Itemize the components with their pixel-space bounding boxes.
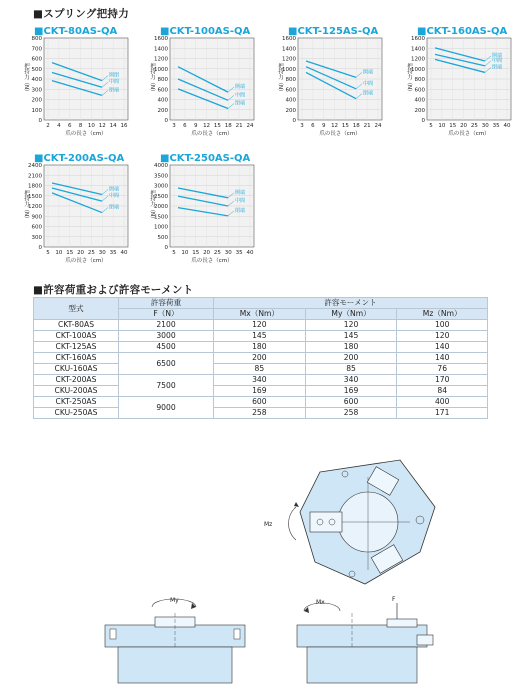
x-tick-label: 8 [78,123,83,129]
x-tick-label: 16 [120,123,128,129]
load-section-title: ■許容荷重および許容モーメント [33,284,194,296]
chart-title: ■CKT-250AS-QA [160,153,251,164]
y-tick-label: 800 [157,77,168,83]
table-row: CKT-100AS 3000 145 145 120 [34,331,488,342]
y-tick-label: 2000 [154,204,168,210]
chuck-side-view-my [100,595,250,685]
x-tick-label: 6 [183,123,187,129]
y-tick-label: 0 [292,118,296,124]
table-row: CKT-200AS 7500 340 340 170 [34,375,488,386]
grip-chart-200 [22,151,134,273]
y-tick-label: 600 [157,87,168,94]
x-axis-label: 爪の長さ（cm） [65,131,107,137]
x-tick-label: 35 [235,250,243,256]
y-tick-label: 1400 [154,46,168,53]
x-tick-label: 30 [98,250,106,256]
series-label: 開端 [235,84,246,91]
series-label: 開端 [235,189,246,196]
f-label: F [392,596,396,603]
load-moment-table [33,297,488,419]
x-tick-label: 9 [321,123,326,129]
y-tick-label: 1600 [282,36,296,42]
x-tick-label: 6 [311,123,315,129]
x-axis-label: 爪の長さ（cm） [191,258,233,264]
chuck-top-view-diagram [264,452,450,592]
x-tick-label: 12 [203,123,211,129]
y-tick-label: 1500 [154,214,168,221]
y-tick-label: 1000 [154,66,168,73]
y-axis-label: 把持力（N） [406,63,412,95]
y-tick-label: 300 [31,87,42,94]
y-tick-label: 3000 [154,183,168,190]
y-tick-label: 1600 [411,36,425,42]
table-row: CKU-200AS 169 169 84 [34,386,488,397]
y-tick-label: 1800 [28,183,42,190]
y-tick-label: 300 [31,234,42,241]
y-axis-label: 把持力（N） [23,63,29,95]
x-tick-label: 35 [109,250,117,256]
x-tick-label: 6 [67,123,72,129]
y-tick-label: 200 [285,107,296,114]
y-tick-label: 500 [31,66,42,73]
chart-title: ■CKT-100AS-QA [160,26,251,37]
series-label: 中間 [109,193,120,200]
x-tick-label: 20 [203,250,211,256]
chuck-side-view-mx [292,595,442,685]
x-tick-label: 5 [172,250,176,256]
grip-chart-100 [148,24,260,146]
x-tick-label: 30 [224,250,232,256]
series-label: 閉端 [235,207,246,214]
x-tick-label: 10 [181,250,189,256]
table-row: CKT-250AS 9000 600 600 400 [34,397,488,408]
y-tick-label: 200 [31,97,42,104]
y-tick-label: 1400 [282,46,296,53]
x-tick-label: 15 [66,250,74,256]
series-label: 中間 [235,92,246,99]
y-tick-label: 2500 [154,193,168,200]
chart-title: ■CKT-125AS-QA [288,26,379,37]
x-tick-label: 10 [55,250,63,256]
x-tick-label: 15 [341,123,349,129]
series-label: 閉端 [363,90,374,97]
x-tick-label: 3 [300,123,304,129]
y-tick-label: 400 [414,97,425,104]
x-tick-label: 21 [235,123,243,129]
x-tick-label: 5 [46,250,50,256]
y-tick-label: 0 [38,118,42,124]
series-label: 開端 [492,52,503,59]
mx-label: Mx [316,599,325,606]
x-axis-label: 爪の長さ（cm） [65,258,107,264]
grip-force-section-title: ■スプリング把持力 [33,8,129,20]
y-tick-label: 1200 [411,56,425,63]
y-tick-label: 1000 [154,224,168,231]
x-tick-label: 18 [352,123,360,129]
x-tick-label: 24 [374,123,382,129]
x-tick-label: 24 [246,123,254,129]
my-label: My [170,597,179,604]
y-axis-label: 把持力（N） [23,190,29,222]
y-tick-label: 1500 [28,193,42,200]
y-tick-label: 400 [285,97,296,104]
col-mx: Mx（Nm） [214,309,306,320]
chart-title: ■CKT-200AS-QA [34,153,125,164]
y-tick-label: 900 [31,214,42,221]
y-tick-label: 1600 [154,36,168,42]
x-tick-label: 5 [429,123,433,129]
y-tick-label: 100 [31,107,42,114]
x-tick-label: 14 [109,123,117,129]
y-tick-label: 200 [414,107,425,114]
y-tick-label: 1400 [411,46,425,53]
x-tick-label: 30 [481,123,489,129]
x-tick-label: 4 [57,123,61,129]
x-tick-label: 25 [87,250,95,256]
series-label: 中間 [235,198,246,204]
y-tick-label: 600 [285,87,296,94]
x-tick-label: 3 [172,123,176,129]
series-label: 中間 [492,57,503,64]
y-axis-label: 把持力（N） [149,63,155,95]
grip-chart-160 [405,24,517,146]
x-tick-label: 21 [363,123,371,129]
col-model: 型式 [34,298,119,320]
y-tick-label: 800 [285,77,296,83]
table-row: CKT-160AS 6500 200 200 140 [34,353,488,364]
x-tick-label: 2 [46,123,50,129]
y-tick-label: 1000 [282,66,296,73]
series-label: 閉端 [109,87,120,94]
y-tick-label: 3500 [154,173,168,180]
y-tick-label: 800 [31,36,42,42]
y-tick-label: 1200 [154,56,168,63]
y-tick-label: 4000 [154,163,168,169]
series-label: 中間 [363,80,374,87]
grip-chart-125 [276,24,388,146]
x-tick-label: 12 [331,123,339,129]
series-label: 開閉 [109,72,120,79]
x-tick-label: 25 [213,250,221,256]
col-moment: 許容モーメント [214,298,488,309]
y-tick-label: 2400 [28,163,42,169]
x-tick-label: 15 [449,123,457,129]
x-axis-label: 爪の長さ（cm） [448,131,490,137]
y-tick-label: 600 [414,87,425,94]
series-label: 閉端 [492,64,503,71]
chart-title: ■CKT-160AS-QA [417,26,508,37]
table-row: CKU-160AS 85 85 76 [34,364,488,375]
y-tick-label: 800 [414,77,425,83]
x-tick-label: 12 [98,123,106,129]
x-axis-label: 爪の長さ（cm） [191,131,233,137]
x-tick-label: 40 [120,250,128,256]
x-tick-label: 25 [470,123,478,129]
x-tick-label: 18 [224,123,232,129]
grip-chart-80 [22,24,134,146]
y-tick-label: 600 [31,56,42,63]
y-tick-label: 400 [157,97,168,104]
y-tick-label: 1200 [28,204,42,210]
y-axis-label: 把持力（N） [277,63,283,95]
y-tick-label: 2100 [28,173,42,180]
x-tick-label: 40 [246,250,254,256]
y-tick-label: 1200 [282,56,296,63]
y-tick-label: 0 [164,245,168,251]
y-tick-label: 1000 [411,66,425,73]
col-my: My（Nm） [305,309,397,320]
y-tick-label: 400 [31,77,42,83]
table-row: CKT-125AS 4500 180 180 140 [34,342,488,353]
mz-label: Mz [264,521,273,528]
series-label: 開端 [363,69,374,76]
col-mz: Mz（Nm） [397,309,488,320]
series-label: 閉端 [235,100,246,107]
series-label: 開端 [109,186,120,193]
x-tick-label: 10 [87,123,95,129]
y-tick-label: 200 [157,107,168,114]
x-tick-label: 20 [77,250,85,256]
y-tick-label: 500 [157,234,168,241]
table-row: CKT-80AS 2100 120 120 100 [34,320,488,331]
x-tick-label: 35 [492,123,500,129]
chart-title: ■CKT-80AS-QA [34,26,118,37]
y-tick-label: 700 [31,46,42,53]
series-label: 閉端 [109,204,120,211]
y-tick-label: 600 [31,224,42,231]
x-tick-label: 9 [193,123,198,129]
x-tick-label: 20 [460,123,468,129]
y-tick-label: 0 [38,245,42,251]
col-f: F（N） [119,309,214,320]
table-row: CKU-250AS 258 258 171 [34,408,488,419]
x-tick-label: 15 [213,123,221,129]
x-tick-label: 40 [503,123,511,129]
series-label: 中間 [109,79,120,86]
y-tick-label: 0 [164,118,168,124]
x-tick-label: 15 [192,250,200,256]
col-load: 許容荷重 [119,298,214,309]
x-axis-label: 爪の長さ（cm） [319,131,361,137]
y-axis-label: 把持力（N） [149,190,155,222]
x-tick-label: 10 [438,123,446,129]
grip-chart-250 [148,151,260,273]
y-tick-label: 0 [421,118,425,124]
